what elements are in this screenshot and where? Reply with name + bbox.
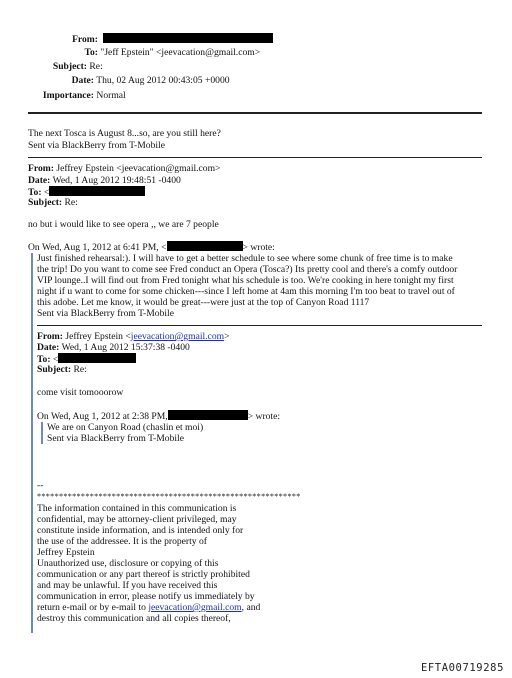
header-subject-row [40,61,103,72]
quote-line: VIP lounge..I will find out from Fred tonight what his schedule is too. We're cooking in here tonight my first [37,275,454,286]
quote-bar [31,253,33,633]
quote-divider [37,325,482,326]
quote-intro-prefix: On Wed, Aug 1, 2012 at 6:41 PM, < [28,242,167,253]
quote1-to-label: To: [37,354,51,365]
quote1-date-label: Date: [37,342,60,353]
quote1-subject-row [37,364,87,375]
msg2-date-label: Date: [28,175,51,186]
disclaimer-line: The information contained in this communication is [37,503,237,514]
quote-intro-suffix: > wrote: [242,242,275,253]
quote-bar [41,422,43,444]
disclaimer-line: Unauthorized use, disclosure or copying of this [37,558,219,569]
message-line: The next Tosca is August 8...so, are you still here? [28,128,221,139]
quote1-to-value: < [52,354,59,365]
disclaimer-return-prefix: return e-mail or by e-mail to [37,602,149,613]
quote1-subject-value: Re: [73,364,87,375]
header-importance-label: Importance: [42,90,94,101]
header-date-row [54,75,230,86]
quote1-email-link[interactable]: jeevacation@gmail.com [130,331,225,342]
redaction-box [103,33,273,43]
document-id: EFTA00719285 [420,662,504,674]
quote-line: this adobe. Let me know, it would be great---were just at the top of Canyon Road 1117 [37,297,370,308]
quote-intro-prefix: On Wed, Aug 1, 2012 at 2:38 PM, [37,411,168,422]
disclaimer-line: communication in error, please notify us immediately by [37,591,255,602]
msg2-from-label: From: [28,163,54,174]
quote1-date-value: Wed, 1 Aug 2012 15:37:38 -0400 [61,342,190,353]
quote-line: Just finished rehearsal:). I will have to get a better schedule to see where some chunk of free time is to make [37,253,453,264]
quote-line: Sent via BlackBerry from T-Mobile [47,433,184,444]
header-date-label: Date: [71,75,94,86]
msg2-date-row [28,175,181,186]
msg2-subject-label: Subject: [28,197,63,208]
quote1-from-suffix: > [224,331,230,342]
disclaimer-return-line [37,602,260,613]
msg2-to-label: To: [28,187,42,198]
header-date-value: Thu, 02 Aug 2012 00:43:05 +0000 [96,75,230,86]
message-line: no but i would like to see opera ,, we are 7 people [28,219,219,230]
msg2-to-value: < [43,187,50,198]
disclaimer-email-link[interactable]: jeevacation@gmail.com [148,602,242,613]
msg2-from-row [28,163,220,174]
header-to-value[interactable]: "Jeff Epstein" <jeevacation@gmail.com> [100,47,261,58]
header-from-row [54,33,273,45]
redaction-box [58,353,136,363]
disclaimer-line: confidential, may be attorney-client privileged, may [37,514,237,525]
disclaimer-line: constitute inside information, and is intended only for [37,525,244,536]
msg2-date-value: Wed, 1 Aug 2012 19:48:51 -0400 [52,175,181,186]
quote-line: We are on Canyon Road (chaslin et moi) [47,422,204,433]
msg2-from-value[interactable]: Jeffrey Epstein <jeevacation@gmail.com> [56,163,221,174]
quote1-subject-label: Subject: [37,364,72,375]
disclaimer-line: Jeffrey Epstein [37,547,95,558]
quote1-from-row [37,331,230,342]
redaction-box [49,186,145,196]
disclaimer-return-suffix: , and [241,602,261,613]
header-to-row [54,47,260,58]
signature-stars: ************************************************************ [37,492,301,501]
quote-intro-suffix: > wrote: [247,411,281,422]
msg2-subject-value: Re: [64,197,78,208]
quote-intro [37,410,280,422]
msg2-subject-row [28,197,78,208]
message-divider [28,157,482,158]
message-line: come visit tomooorow [37,387,124,398]
signature-dashes: -- [37,480,44,491]
header-to-label: To: [84,47,98,58]
quote1-from-label: From: [37,331,63,342]
quote1-from-prefix: Jeffrey Epstein < [65,331,131,342]
quote1-date-row [37,342,190,353]
header-importance-value: Normal [96,90,126,101]
header-from-label: From: [72,34,98,45]
message-line: Sent via BlackBerry from T-Mobile [28,140,165,151]
quote-intro [28,241,275,253]
disclaimer-line: destroy this communication and all copies thereof, [37,613,231,624]
disclaimer-line: communication or any part thereof is strictly prohibited [37,569,250,580]
quote-line: the trip! Do you want to come see Fred conduct an Opera (Tosca?) Its pretty cool and there's a comfy outdoor [37,264,458,275]
header-importance-row [36,90,126,101]
quote-line: night if u want to come for some chicken---since I left home at 4am this morning I'm too beat to travel out of [37,286,455,297]
disclaimer-line: the use of the addressee. It is the property of [37,536,207,547]
disclaimer-line: and may be unlawful. If you have received this [37,580,218,591]
redaction-box [167,241,243,251]
header-divider [28,112,482,114]
redaction-box [168,410,248,420]
header-subject-value: Re: [89,61,103,72]
quote-line: Sent via BlackBerry from T-Mobile [37,308,174,319]
header-subject-label: Subject: [52,61,87,72]
